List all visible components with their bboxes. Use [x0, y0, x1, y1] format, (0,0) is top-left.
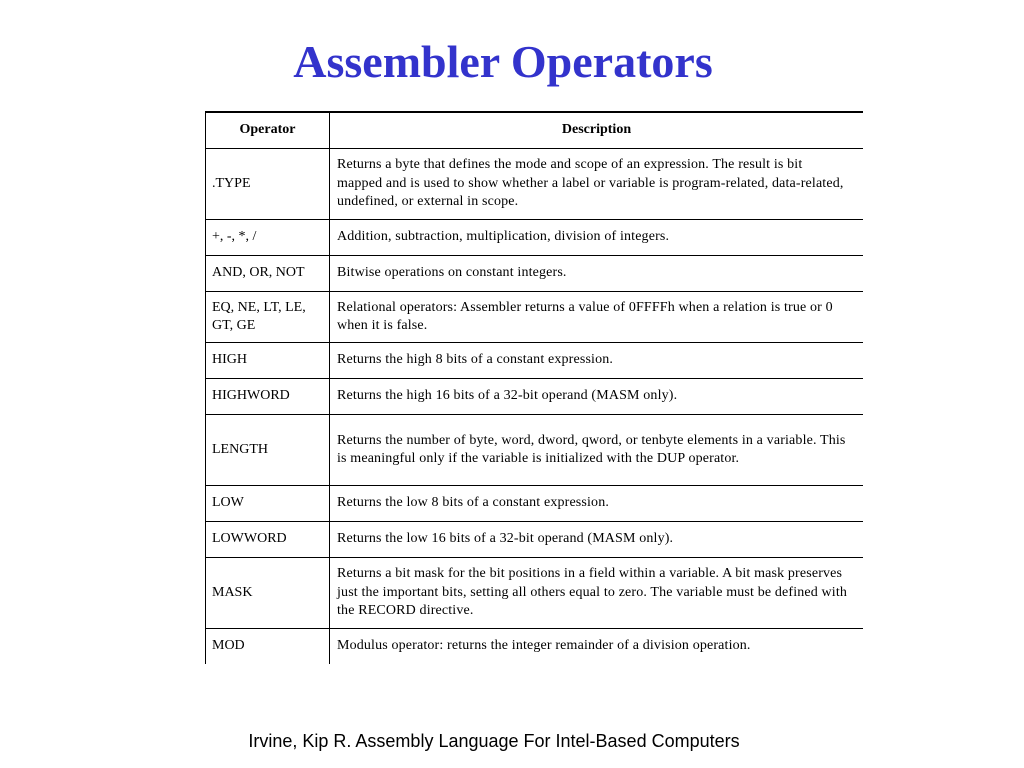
operator-cell: EQ, NE, LT, LE, GT, GE	[206, 292, 330, 343]
description-cell: Returns a byte that defines the mode and scope of an expression. The result is bit mapped and is used to show whether a label or variable is program-related, data-related, undefined, or external in scope.	[330, 149, 864, 220]
operator-cell: +, -, *, /	[206, 220, 330, 256]
description-cell: Returns the high 16 bits of a 32-bit operand (MASM only).	[330, 379, 864, 415]
table-row	[206, 343, 864, 379]
operator-cell: .TYPE	[206, 149, 330, 220]
table-row	[206, 522, 864, 558]
description-cell: Returns the number of byte, word, dword, qword, or tenbyte elements in a variable. This is meaningful only if the variable is initialized with the DUP operator.	[330, 415, 864, 486]
operators-table	[205, 111, 863, 664]
table-row	[206, 256, 864, 292]
description-cell: Addition, subtraction, multiplication, division of integers.	[330, 220, 864, 256]
operator-cell: LENGTH	[206, 415, 330, 486]
operator-cell: LOWWORD	[206, 522, 330, 558]
header-operator: Operator	[206, 112, 330, 149]
header-description: Description	[330, 112, 864, 149]
table-row	[206, 486, 864, 522]
operator-cell: AND, OR, NOT	[206, 256, 330, 292]
table-row	[206, 149, 864, 220]
table-header-row	[206, 112, 864, 149]
table-row	[206, 558, 864, 629]
description-cell: Returns the low 16 bits of a 32-bit operand (MASM only).	[330, 522, 864, 558]
operators-table-container	[205, 111, 863, 666]
table-row	[206, 415, 864, 486]
description-cell: Returns a bit mask for the bit positions in a field within a variable. A bit mask preserves just the important bits, setting all others equal to zero. The variable must be defined with the RECORD directive.	[330, 558, 864, 629]
description-cell: Returns the high 8 bits of a constant expression.	[330, 343, 864, 379]
description-cell: Modulus operator: returns the integer remainder of a division operation.	[330, 629, 864, 665]
table-row	[206, 379, 864, 415]
table-row	[206, 629, 864, 665]
operator-cell: MASK	[206, 558, 330, 629]
description-cell: Relational operators: Assembler returns a value of 0FFFFh when a relation is true or 0 when it is false.	[330, 292, 864, 343]
table-row	[206, 220, 864, 256]
operator-cell: MOD	[206, 629, 330, 665]
operator-cell: HIGH	[206, 343, 330, 379]
slide-title: Assembler Operators	[293, 36, 713, 87]
operator-cell: HIGHWORD	[206, 379, 330, 415]
description-cell: Returns the low 8 bits of a constant expression.	[330, 486, 864, 522]
table-row	[206, 292, 864, 343]
description-cell: Bitwise operations on constant integers.	[330, 256, 864, 292]
operator-cell: LOW	[206, 486, 330, 522]
citation-footer: Irvine, Kip R. Assembly Language For Intel-Based Computers	[248, 731, 740, 751]
